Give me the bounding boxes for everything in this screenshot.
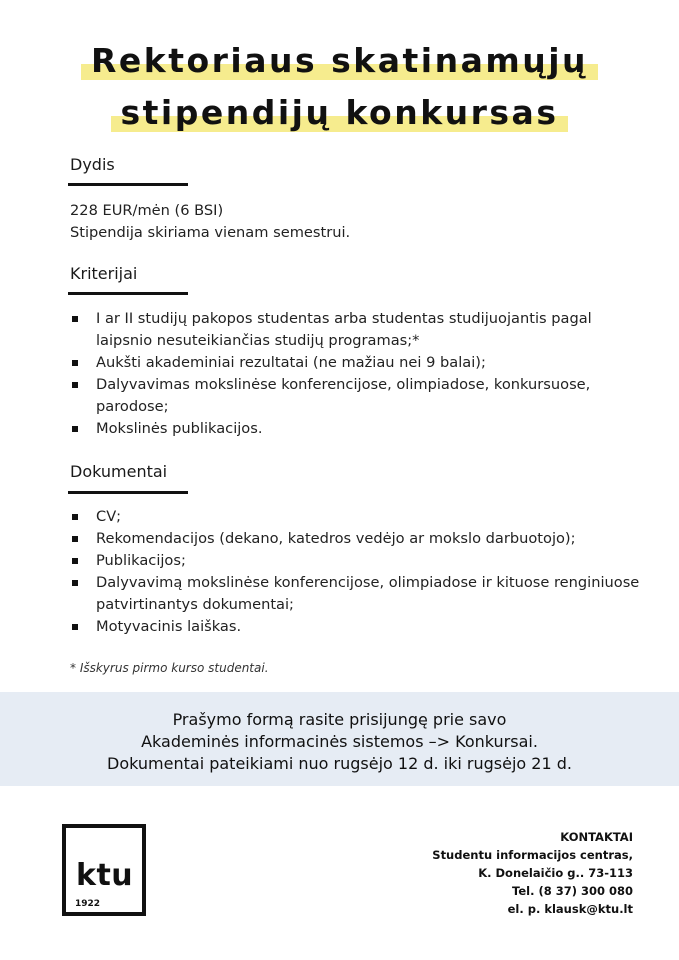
info-line-2: Akademinės informacinės sistemos –> Konkursai. <box>141 732 538 751</box>
list-item: Dalyvavimas mokslinėse konferencijose, olimpiadose, konkursuose, parodose; <box>70 374 650 418</box>
footnote: * Išskyrus pirmo kurso studentai. <box>70 661 269 675</box>
info-line-3: Dokumentai pateikiami nuo rugsėjo 12 d. iki rugsėjo 21 d. <box>107 754 572 773</box>
list-item: Aukšti akademiniai rezultatai (ne mažiau nei 9 balai); <box>70 352 650 374</box>
dydis-duration: Stipendija skiriama vienam semestrui. <box>70 224 351 241</box>
logo-text: ktu <box>76 858 134 893</box>
contacts-center: Studentu informacijos centras, <box>432 848 633 862</box>
ktu-logo <box>62 824 146 916</box>
section-heading-dokumentai: Dokumentai <box>70 462 168 481</box>
list-item: Motyvacinis laiškas. <box>70 616 650 638</box>
section-heading-kriterijai: Kriterijai <box>70 264 138 283</box>
poster-title <box>0 40 679 134</box>
section-divider-dydis <box>68 183 188 186</box>
contacts-phone: Tel. (8 37) 300 080 <box>512 884 633 898</box>
section-heading-dydis: Dydis <box>70 155 115 174</box>
bullet-square-icon <box>72 514 78 520</box>
dydis-content <box>70 200 350 244</box>
logo-year: 1922 <box>75 899 101 909</box>
contacts-block <box>432 828 633 918</box>
section-divider-dokumentai <box>68 491 188 494</box>
contacts-address: K. Donelaičio g.. 73-113 <box>478 866 633 880</box>
bullet-square-icon <box>72 624 78 630</box>
list-item: Dalyvavimą mokslinėse konferencijose, olimpiadose ir kituose renginiuose patvirtinantys dokumentai; <box>70 572 650 616</box>
list-item: Rekomendacijos (dekano, katedros vedėjo ar mokslo darbuotojo); <box>70 528 650 550</box>
dokumentai-list <box>70 506 650 638</box>
contacts-email: el. p. klausk@ktu.lt <box>507 902 633 916</box>
bullet-square-icon <box>72 360 78 366</box>
bullet-square-icon <box>72 558 78 564</box>
bullet-square-icon <box>72 536 78 542</box>
bullet-square-icon <box>72 382 78 388</box>
kriterijai-list <box>70 308 650 440</box>
list-item: I ar II studijų pakopos studentas arba studentas studijuojantis pagal laipsnio nesuteikiančias studijų programas;* <box>70 308 650 352</box>
info-band <box>0 692 679 786</box>
list-item: CV; <box>70 506 650 528</box>
bullet-square-icon <box>72 426 78 432</box>
list-item: Mokslinės publikacijos. <box>70 418 650 440</box>
section-divider-kriterijai <box>68 292 188 295</box>
title-line-1: Rektoriaus skatinamųjų <box>85 40 594 82</box>
info-line-1: Prašymo formą rasite prisijungę prie savo <box>172 710 507 729</box>
title-line-2: stipendijų konkursas <box>115 92 565 134</box>
bullet-square-icon <box>72 316 78 322</box>
bullet-square-icon <box>72 580 78 586</box>
contacts-heading: KONTAKTAI <box>560 830 633 844</box>
dydis-amount: 228 EUR/mėn (6 BSI) <box>70 202 224 219</box>
list-item: Publikacijos; <box>70 550 650 572</box>
